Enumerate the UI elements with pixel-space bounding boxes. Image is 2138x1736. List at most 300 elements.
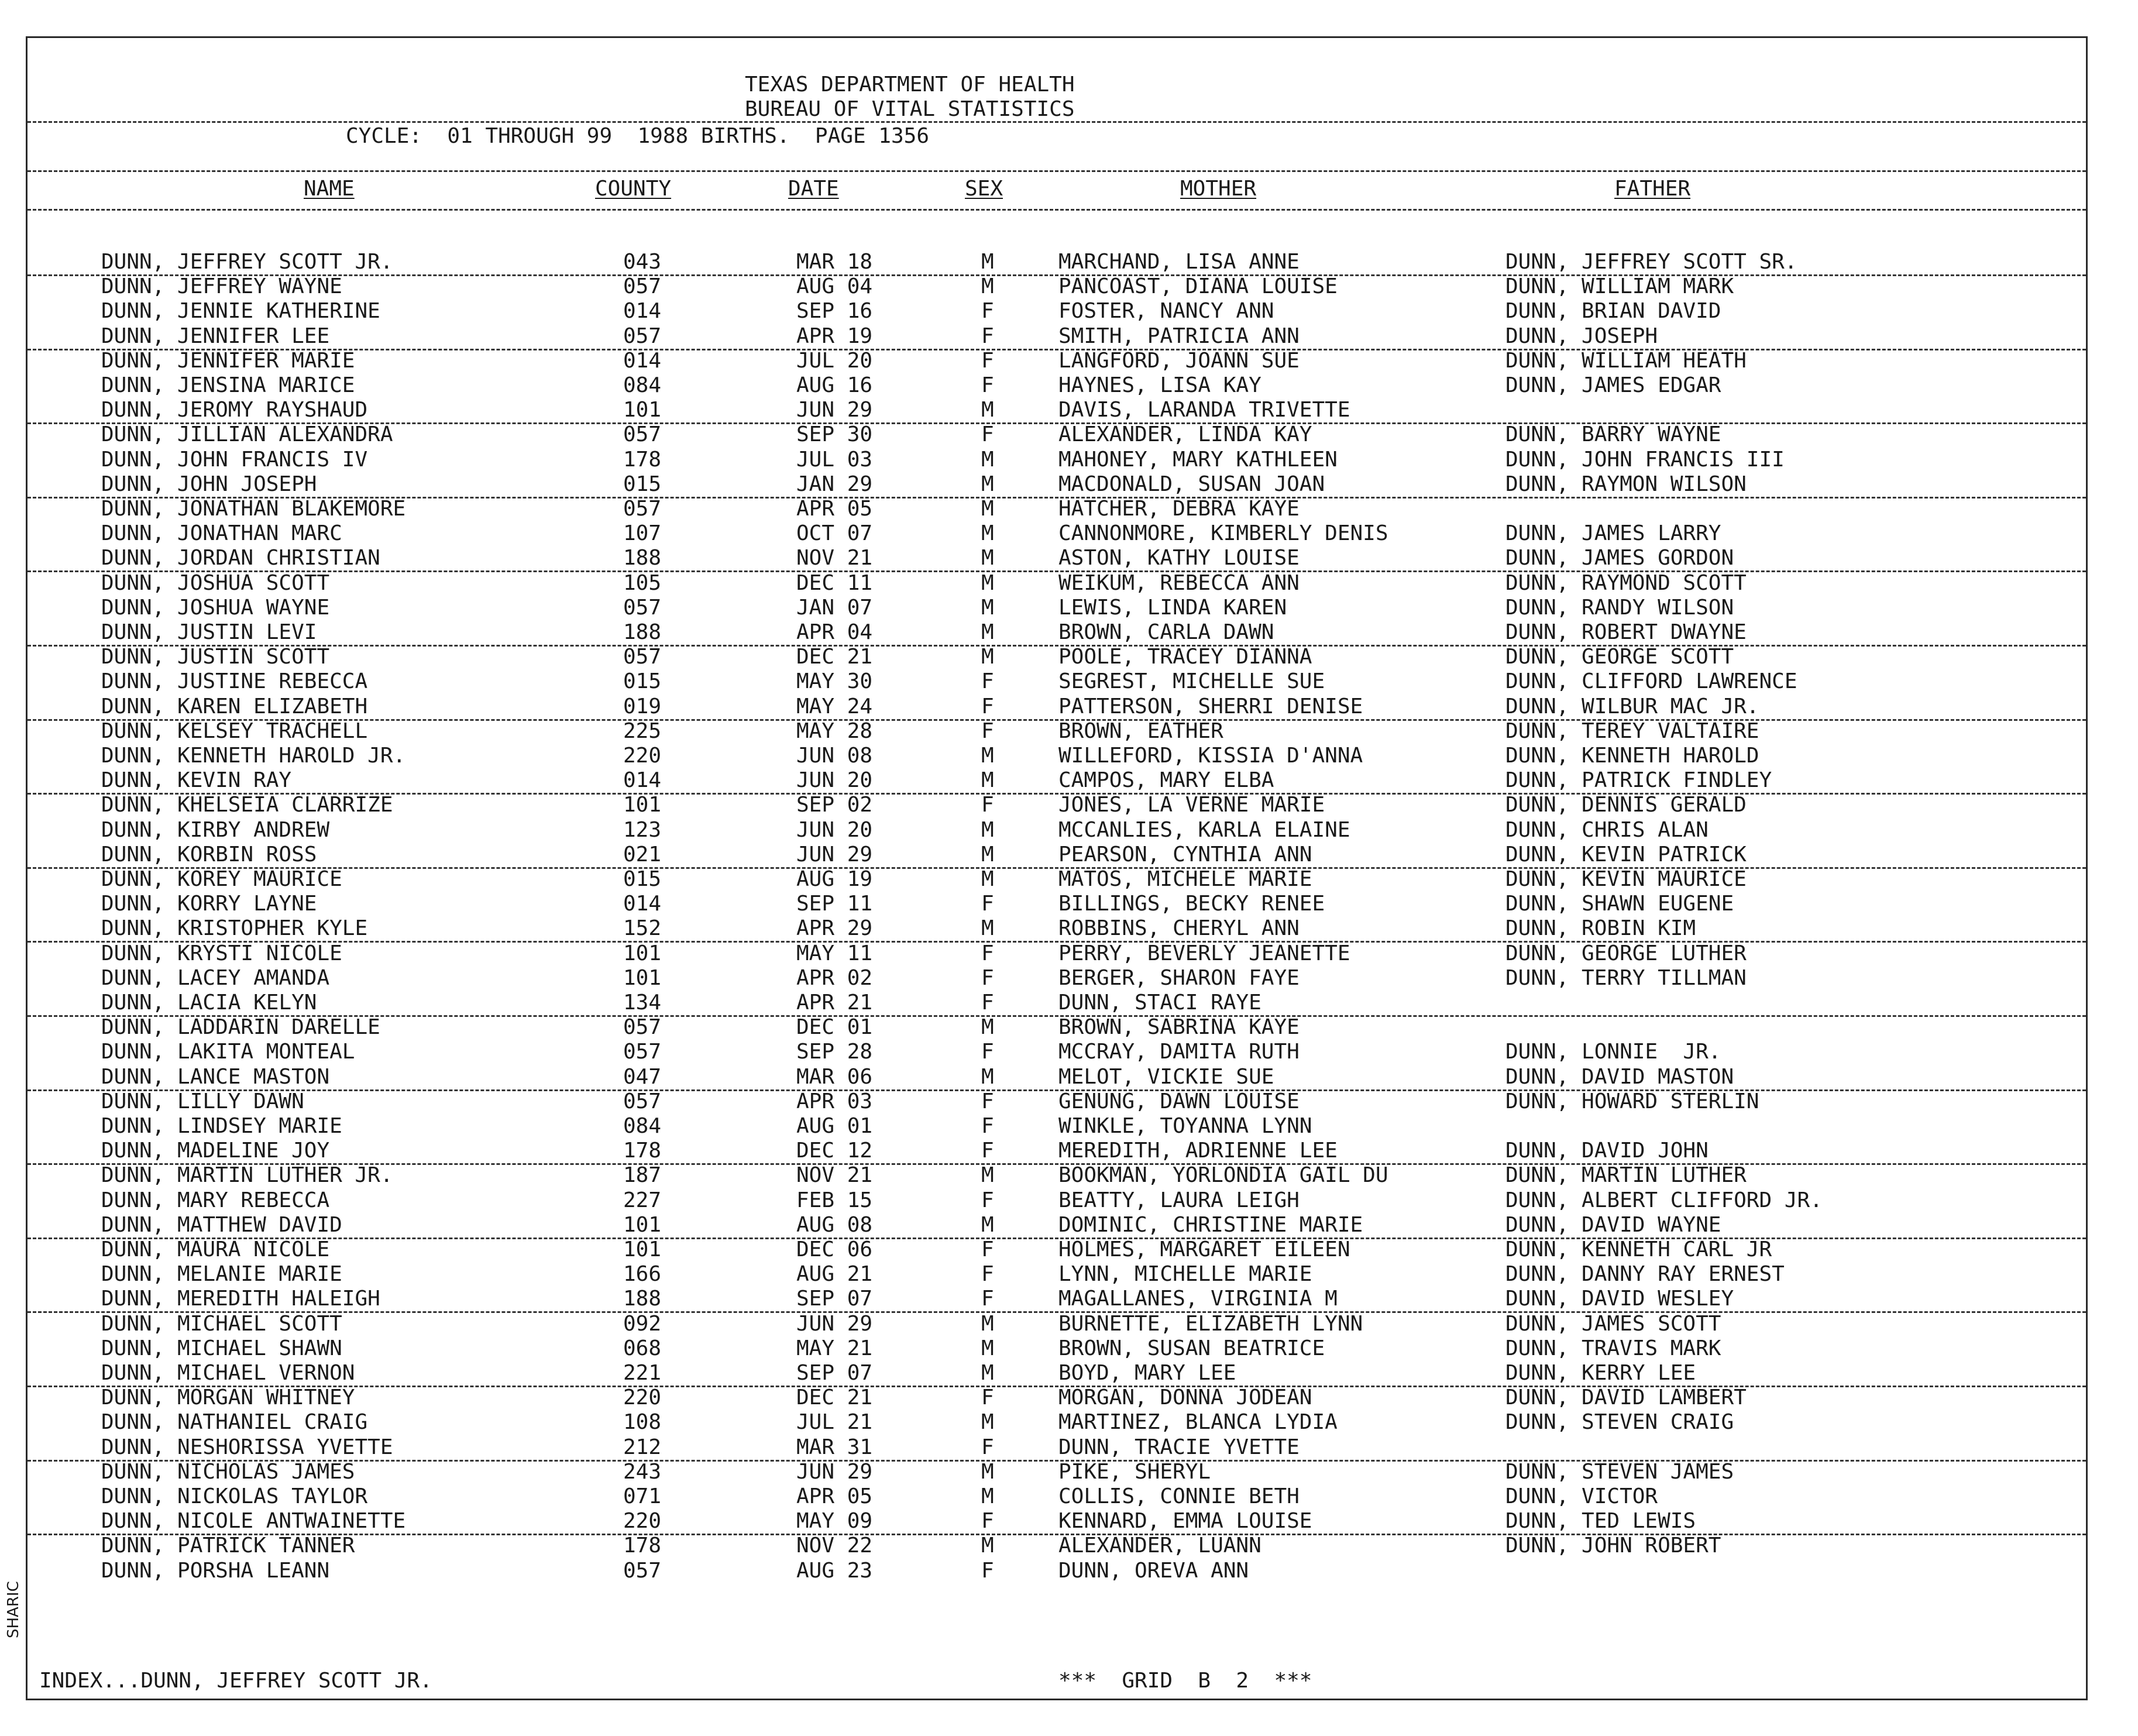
county-cell: 015 [623, 867, 662, 891]
header-rule-2 [28, 170, 2086, 172]
mother-cell: MACDONALD, SUSAN JOAN [1058, 472, 1325, 496]
father-cell: DUNN, BARRY WAYNE [1505, 422, 1721, 447]
name-cell: DUNN, JENNIFER LEE [101, 324, 330, 348]
county-cell: 057 [623, 324, 662, 348]
date-cell: AUG 23 [796, 1558, 873, 1583]
table-row [28, 472, 2086, 499]
date-cell: APR 21 [796, 991, 873, 1015]
date-cell: AUG 19 [796, 867, 873, 891]
name-cell: DUNN, NATHANIEL CRAIG [101, 1410, 368, 1435]
father-cell: DUNN, DANNY RAY ERNEST [1505, 1262, 1785, 1287]
county-cell: 047 [623, 1064, 662, 1089]
sex-cell: M [981, 620, 994, 644]
mother-cell: BEATTY, LAURA LEIGH [1058, 1188, 1300, 1212]
mother-cell: CAMPOS, MARY ELBA [1058, 768, 1274, 793]
mother-cell: MELOT, VICKIE SUE [1058, 1064, 1274, 1089]
county-cell: 057 [623, 497, 662, 521]
sex-cell: F [981, 299, 994, 324]
date-cell: DEC 11 [796, 570, 873, 595]
county-cell: 068 [623, 1336, 662, 1360]
date-cell: MAY 24 [796, 694, 873, 719]
sex-cell: F [981, 1558, 994, 1583]
name-cell: DUNN, JORDAN CHRISTIAN [101, 546, 380, 570]
name-cell: DUNN, KOREY MAURICE [101, 867, 342, 891]
sex-cell: M [981, 546, 994, 570]
table-row [28, 1040, 2086, 1064]
mother-cell: HOLMES, MARGARET EILEEN [1058, 1237, 1350, 1261]
sex-cell: M [981, 842, 994, 867]
table-row [28, 521, 2086, 546]
date-cell: SEP 11 [796, 892, 873, 916]
name-cell: DUNN, MORGAN WHITNEY [101, 1386, 355, 1410]
name-cell: DUNN, JUSTINE REBECCA [101, 669, 368, 694]
name-cell: DUNN, LAKITA MONTEAL [101, 1040, 355, 1064]
county-cell: 221 [623, 1361, 662, 1385]
column-header-sex: SEX [965, 177, 1003, 201]
table-row [28, 497, 2086, 521]
county-cell: 108 [623, 1410, 662, 1435]
county-cell: 084 [623, 1114, 662, 1138]
mother-cell: MEREDITH, ADRIENNE LEE [1058, 1139, 1338, 1163]
name-cell: DUNN, MARTIN LUTHER JR. [101, 1163, 393, 1188]
county-cell: 105 [623, 570, 662, 595]
date-cell: DEC 06 [796, 1237, 873, 1261]
sex-cell: F [981, 1435, 994, 1459]
father-cell: DUNN, JOSEPH [1505, 324, 1658, 348]
date-cell: SEP 16 [796, 299, 873, 324]
county-cell: 014 [623, 892, 662, 916]
table-row [28, 843, 2086, 869]
name-cell: DUNN, JEROMY RAYSHAUD [101, 398, 368, 422]
column-header-name: NAME [304, 177, 355, 201]
mother-cell: ALEXANDER, LUANN [1058, 1534, 1262, 1558]
header-rule [28, 121, 2086, 123]
sex-cell: M [981, 521, 994, 546]
mother-cell: JONES, LA VERNE MARIE [1058, 793, 1325, 817]
name-cell: DUNN, JOSHUA WAYNE [101, 595, 330, 620]
father-cell: DUNN, KEVIN MAURICE [1505, 867, 1747, 891]
column-header-county: COUNTY [595, 177, 672, 201]
sex-cell: M [981, 250, 994, 274]
county-cell: 178 [623, 1139, 662, 1163]
name-cell: DUNN, JENSINA MARICE [101, 373, 355, 397]
name-cell: DUNN, KELSEY TRACHELL [101, 719, 368, 743]
sex-cell: F [981, 1089, 994, 1113]
mother-cell: BERGER, SHARON FAYE [1058, 965, 1300, 990]
father-cell: DUNN, ROBIN KIM [1505, 916, 1696, 941]
county-cell: 014 [623, 348, 662, 373]
column-header-date: DATE [788, 177, 839, 201]
father-cell: DUNN, JEFFREY SCOTT SR. [1505, 250, 1797, 274]
name-cell: DUNN, LACIA KELYN [101, 991, 317, 1015]
sex-cell: M [981, 1015, 994, 1040]
date-cell: APR 03 [796, 1089, 873, 1113]
date-cell: DEC 01 [796, 1015, 873, 1040]
table-row [28, 1287, 2086, 1313]
father-cell: DUNN, MARTIN LUTHER [1505, 1163, 1747, 1188]
mother-cell: BROWN, SABRINA KAYE [1058, 1015, 1300, 1040]
county-cell: 014 [623, 299, 662, 324]
county-cell: 178 [623, 447, 662, 472]
date-cell: SEP 07 [796, 1361, 873, 1385]
table-row [28, 324, 2086, 350]
date-cell: SEP 30 [796, 422, 873, 447]
date-cell: APR 05 [796, 1484, 873, 1508]
county-cell: 188 [623, 1287, 662, 1311]
mother-cell: KENNARD, EMMA LOUISE [1058, 1509, 1312, 1534]
table-row [28, 571, 2086, 596]
table-row [28, 1435, 2086, 1462]
name-cell: DUNN, JEFFREY WAYNE [101, 274, 342, 299]
name-cell: DUNN, JONATHAN MARC [101, 521, 342, 546]
table-row [28, 596, 2086, 620]
sex-cell: F [981, 1040, 994, 1064]
sex-cell: M [981, 398, 994, 422]
name-cell: DUNN, MADELINE JOY [101, 1139, 330, 1163]
father-cell: DUNN, STEVEN JAMES [1505, 1459, 1734, 1484]
table-row [28, 818, 2086, 843]
father-cell: DUNN, JAMES GORDON [1505, 546, 1734, 570]
table-row [28, 1361, 2086, 1387]
sex-cell: F [981, 1237, 994, 1261]
sex-cell: F [981, 1386, 994, 1410]
sex-cell: M [981, 472, 994, 496]
name-cell: DUNN, KORBIN ROSS [101, 842, 317, 867]
table-row [28, 373, 2086, 398]
mother-cell: FOSTER, NANCY ANN [1058, 299, 1274, 324]
county-cell: 057 [623, 1558, 662, 1583]
side-label: SHARIC [5, 1581, 22, 1638]
name-cell: DUNN, LANCE MASTON [101, 1064, 330, 1089]
sex-cell: F [981, 1188, 994, 1212]
mother-cell: WEIKUM, REBECCA ANN [1058, 570, 1300, 595]
father-cell: DUNN, JAMES EDGAR [1505, 373, 1721, 397]
header-department: TEXAS DEPARTMENT OF HEALTH [745, 73, 1075, 97]
county-cell: 152 [623, 916, 662, 941]
father-cell: DUNN, TEREY VALTAIRE [1505, 719, 1759, 743]
mother-cell: BILLINGS, BECKY RENEE [1058, 892, 1325, 916]
name-cell: DUNN, KIRBY ANDREW [101, 817, 330, 842]
county-cell: 101 [623, 793, 662, 817]
name-cell: DUNN, JEFFREY SCOTT JR. [101, 250, 393, 274]
father-cell: DUNN, RAYMON WILSON [1505, 472, 1747, 496]
date-cell: AUG 16 [796, 373, 873, 397]
sex-cell: F [981, 1139, 994, 1163]
name-cell: DUNN, JONATHAN BLAKEMORE [101, 497, 406, 521]
table-row [28, 349, 2086, 373]
table-row [28, 299, 2086, 324]
mother-cell: MAGALLANES, VIRGINIA M [1058, 1287, 1338, 1311]
table-row [28, 448, 2086, 472]
date-cell: JUN 29 [796, 1311, 873, 1336]
document-frame [26, 36, 2088, 1700]
mother-cell: COLLIS, CONNIE BETH [1058, 1484, 1300, 1508]
mother-cell: PANCOAST, DIANA LOUISE [1058, 274, 1338, 299]
table-row [28, 768, 2086, 795]
table-row [28, 1114, 2086, 1139]
father-cell: DUNN, PATRICK FINDLEY [1505, 768, 1772, 793]
name-cell: DUNN, KRYSTI NICOLE [101, 941, 342, 965]
mother-cell: HATCHER, DEBRA KAYE [1058, 497, 1300, 521]
date-cell: JAN 07 [796, 595, 873, 620]
father-cell: DUNN, JAMES LARRY [1505, 521, 1721, 546]
date-cell: OCT 07 [796, 521, 873, 546]
county-cell: 057 [623, 1015, 662, 1040]
sex-cell: F [981, 793, 994, 817]
table-row [28, 1484, 2086, 1509]
mother-cell: DUNN, OREVA ANN [1058, 1558, 1249, 1583]
table-row [28, 1262, 2086, 1287]
father-cell: DUNN, SHAWN EUGENE [1505, 892, 1734, 916]
county-cell: 188 [623, 620, 662, 644]
sex-cell: M [981, 1064, 994, 1089]
date-cell: AUG 04 [796, 274, 873, 299]
sex-cell: F [981, 1262, 994, 1287]
name-cell: DUNN, JILLIAN ALEXANDRA [101, 422, 393, 447]
table-row [28, 398, 2086, 424]
county-cell: 187 [623, 1163, 662, 1188]
name-cell: DUNN, MELANIE MARIE [101, 1262, 342, 1287]
table-row [28, 991, 2086, 1017]
father-cell: DUNN, BRIAN DAVID [1505, 299, 1721, 324]
sex-cell: M [981, 1534, 994, 1558]
date-cell: DEC 21 [796, 645, 873, 669]
county-cell: 220 [623, 1386, 662, 1410]
name-cell: DUNN, KAREN ELIZABETH [101, 694, 368, 719]
table-row [28, 916, 2086, 943]
father-cell: DUNN, JOHN ROBERT [1505, 1534, 1721, 1558]
county-cell: 123 [623, 817, 662, 842]
sex-cell: M [981, 1361, 994, 1385]
name-cell: DUNN, NICKOLAS TAYLOR [101, 1484, 368, 1508]
name-cell: DUNN, LILLY DAWN [101, 1089, 304, 1113]
table-row [28, 1089, 2086, 1114]
column-header-father: FATHER [1614, 177, 1691, 201]
county-cell: 101 [623, 941, 662, 965]
sex-cell: M [981, 497, 994, 521]
mother-cell: BOYD, MARY LEE [1058, 1361, 1236, 1385]
mother-cell: BROWN, CARLA DAWN [1058, 620, 1274, 644]
name-cell: DUNN, NICOLE ANTWAINETTE [101, 1509, 406, 1534]
table-row [28, 620, 2086, 647]
sex-cell: M [981, 867, 994, 891]
table-row [28, 1460, 2086, 1484]
father-cell: DUNN, TERRY TILLMAN [1505, 965, 1747, 990]
table-row [28, 1509, 2086, 1535]
name-cell: DUNN, JOHN FRANCIS IV [101, 447, 368, 472]
table-row [28, 867, 2086, 892]
table-row [28, 250, 2086, 276]
footer-index: INDEX...DUNN, JEFFREY SCOTT JR. [39, 1669, 432, 1693]
father-cell: DUNN, STEVEN CRAIG [1505, 1410, 1734, 1435]
county-cell: 166 [623, 1262, 662, 1287]
father-cell: DUNN, CHRIS ALAN [1505, 817, 1709, 842]
footer-grid: *** GRID B 2 *** [1058, 1669, 1312, 1693]
table-row [28, 719, 2086, 744]
sex-cell: M [981, 1212, 994, 1237]
mother-cell: SMITH, PATRICIA ANN [1058, 324, 1300, 348]
father-cell: DUNN, GEORGE SCOTT [1505, 645, 1734, 669]
county-cell: 101 [623, 398, 662, 422]
county-cell: 212 [623, 1435, 662, 1459]
sex-cell: M [981, 1410, 994, 1435]
father-cell: DUNN, GEORGE LUTHER [1505, 941, 1747, 965]
mother-cell: ASTON, KATHY LOUISE [1058, 546, 1300, 570]
mother-cell: BOOKMAN, YORLONDIA GAIL DU [1058, 1163, 1388, 1188]
sex-cell: M [981, 447, 994, 472]
father-cell: DUNN, WILLIAM MARK [1505, 274, 1734, 299]
table-row [28, 1237, 2086, 1262]
county-cell: 057 [623, 274, 662, 299]
name-cell: DUNN, MICHAEL VERNON [101, 1361, 355, 1385]
mother-cell: MORGAN, DONNA JODEAN [1058, 1386, 1312, 1410]
date-cell: SEP 02 [796, 793, 873, 817]
name-cell: DUNN, KORRY LAYNE [101, 892, 317, 916]
sex-cell: F [981, 1287, 994, 1311]
sex-cell: M [981, 1163, 994, 1188]
sex-cell: F [981, 965, 994, 990]
mother-cell: ROBBINS, CHERYL ANN [1058, 916, 1300, 941]
sex-cell: M [981, 744, 994, 768]
sex-cell: M [981, 1311, 994, 1336]
mother-cell: PATTERSON, SHERRI DENISE [1058, 694, 1363, 719]
father-cell: DUNN, RANDY WILSON [1505, 595, 1734, 620]
father-cell: DUNN, KEVIN PATRICK [1505, 842, 1747, 867]
sex-cell: M [981, 768, 994, 793]
name-cell: DUNN, LADDARIN DARELLE [101, 1015, 380, 1040]
sex-cell: F [981, 669, 994, 694]
father-cell: DUNN, KENNETH HAROLD [1505, 744, 1759, 768]
father-cell: DUNN, ALBERT CLIFFORD JR. [1505, 1188, 1823, 1212]
sex-cell: M [981, 817, 994, 842]
table-row [28, 669, 2086, 694]
county-cell: 015 [623, 472, 662, 496]
mother-cell: DAVIS, LARANDA TRIVETTE [1058, 398, 1350, 422]
county-cell: 084 [623, 373, 662, 397]
mother-cell: MARCHAND, LISA ANNE [1058, 250, 1300, 274]
father-cell: DUNN, DAVID LAMBERT [1505, 1386, 1747, 1410]
sex-cell: F [981, 892, 994, 916]
table-row [28, 744, 2086, 768]
date-cell: MAR 18 [796, 250, 873, 274]
name-cell: DUNN, KENNETH HAROLD JR. [101, 744, 406, 768]
column-header-rule [28, 209, 2086, 211]
table-row [28, 1015, 2086, 1040]
mother-cell: LANGFORD, JOANN SUE [1058, 348, 1300, 373]
name-cell: DUNN, MICHAEL SHAWN [101, 1336, 342, 1360]
date-cell: APR 19 [796, 324, 873, 348]
sex-cell: F [981, 941, 994, 965]
mother-cell: WILLEFORD, KISSIA D'ANNA [1058, 744, 1363, 768]
date-cell: MAR 06 [796, 1064, 873, 1089]
county-cell: 015 [623, 669, 662, 694]
table-row [28, 793, 2086, 817]
name-cell: DUNN, KHELSEIA CLARRIZE [101, 793, 393, 817]
mother-cell: DOMINIC, CHRISTINE MARIE [1058, 1212, 1363, 1237]
mother-cell: LEWIS, LINDA KAREN [1058, 595, 1287, 620]
name-cell: DUNN, NICHOLAS JAMES [101, 1459, 355, 1484]
name-cell: DUNN, JENNIFER MARIE [101, 348, 355, 373]
father-cell: DUNN, DAVID WESLEY [1505, 1287, 1734, 1311]
county-cell: 092 [623, 1311, 662, 1336]
mother-cell: GENUNG, DAWN LOUISE [1058, 1089, 1300, 1113]
name-cell: DUNN, MEREDITH HALEIGH [101, 1287, 380, 1311]
mother-cell: BROWN, SUSAN BEATRICE [1058, 1336, 1325, 1360]
table-row [28, 422, 2086, 447]
father-cell: DUNN, KERRY LEE [1505, 1361, 1696, 1385]
sex-cell: F [981, 991, 994, 1015]
date-cell: JUN 29 [796, 398, 873, 422]
father-cell: DUNN, VICTOR [1505, 1484, 1658, 1508]
county-cell: 057 [623, 595, 662, 620]
county-cell: 057 [623, 645, 662, 669]
county-cell: 019 [623, 694, 662, 719]
father-cell: DUNN, HOWARD STERLIN [1505, 1089, 1759, 1113]
date-cell: AUG 01 [796, 1114, 873, 1138]
mother-cell: PEARSON, CYNTHIA ANN [1058, 842, 1312, 867]
date-cell: JUL 03 [796, 447, 873, 472]
date-cell: MAR 31 [796, 1435, 873, 1459]
date-cell: JUN 08 [796, 744, 873, 768]
date-cell: APR 04 [796, 620, 873, 644]
sex-cell: F [981, 719, 994, 743]
name-cell: DUNN, MAURA NICOLE [101, 1237, 330, 1261]
name-cell: DUNN, JOSHUA SCOTT [101, 570, 330, 595]
county-cell: 057 [623, 422, 662, 447]
name-cell: DUNN, PATRICK TANNER [101, 1534, 355, 1558]
county-cell: 178 [623, 1534, 662, 1558]
father-cell: DUNN, LONNIE JR. [1505, 1040, 1721, 1064]
table-row [28, 1386, 2086, 1410]
name-cell: DUNN, MICHAEL SCOTT [101, 1311, 342, 1336]
county-cell: 014 [623, 768, 662, 793]
sex-cell: M [981, 645, 994, 669]
county-cell: 220 [623, 744, 662, 768]
date-cell: JUN 29 [796, 842, 873, 867]
county-cell: 220 [623, 1509, 662, 1534]
date-cell: APR 05 [796, 497, 873, 521]
mother-cell: MAHONEY, MARY KATHLEEN [1058, 447, 1338, 472]
table-row [28, 1312, 2086, 1336]
sex-cell: F [981, 324, 994, 348]
table-row [28, 1336, 2086, 1361]
table-row [28, 892, 2086, 916]
mother-cell: ALEXANDER, LINDA KAY [1058, 422, 1312, 447]
table-row [28, 1065, 2086, 1091]
date-cell: JUL 21 [796, 1410, 873, 1435]
date-cell: JUL 20 [796, 348, 873, 373]
mother-cell: BROWN, EATHER [1058, 719, 1223, 743]
table-row [28, 645, 2086, 669]
father-cell: DUNN, WILLIAM HEATH [1505, 348, 1747, 373]
mother-cell: MCCANLIES, KARLA ELAINE [1058, 817, 1350, 842]
name-cell: DUNN, LACEY AMANDA [101, 965, 330, 990]
mother-cell: PERRY, BEVERLY JEANETTE [1058, 941, 1350, 965]
date-cell: NOV 22 [796, 1534, 873, 1558]
father-cell: DUNN, DAVID MASTON [1505, 1064, 1734, 1089]
mother-cell: MCCRAY, DAMITA RUTH [1058, 1040, 1300, 1064]
name-cell: DUNN, JOHN JOSEPH [101, 472, 317, 496]
name-cell: DUNN, MARY REBECCA [101, 1188, 330, 1212]
sex-cell: M [981, 274, 994, 299]
header-cycle: CYCLE: 01 THROUGH 99 1988 BIRTHS. PAGE 1356 [346, 124, 929, 148]
table-row [28, 1139, 2086, 1165]
sex-cell: F [981, 348, 994, 373]
father-cell: DUNN, WILBUR MAC JR. [1505, 694, 1759, 719]
table-row [28, 966, 2086, 991]
father-cell: DUNN, JAMES SCOTT [1505, 1311, 1721, 1336]
column-header-mother: MOTHER [1180, 177, 1257, 201]
